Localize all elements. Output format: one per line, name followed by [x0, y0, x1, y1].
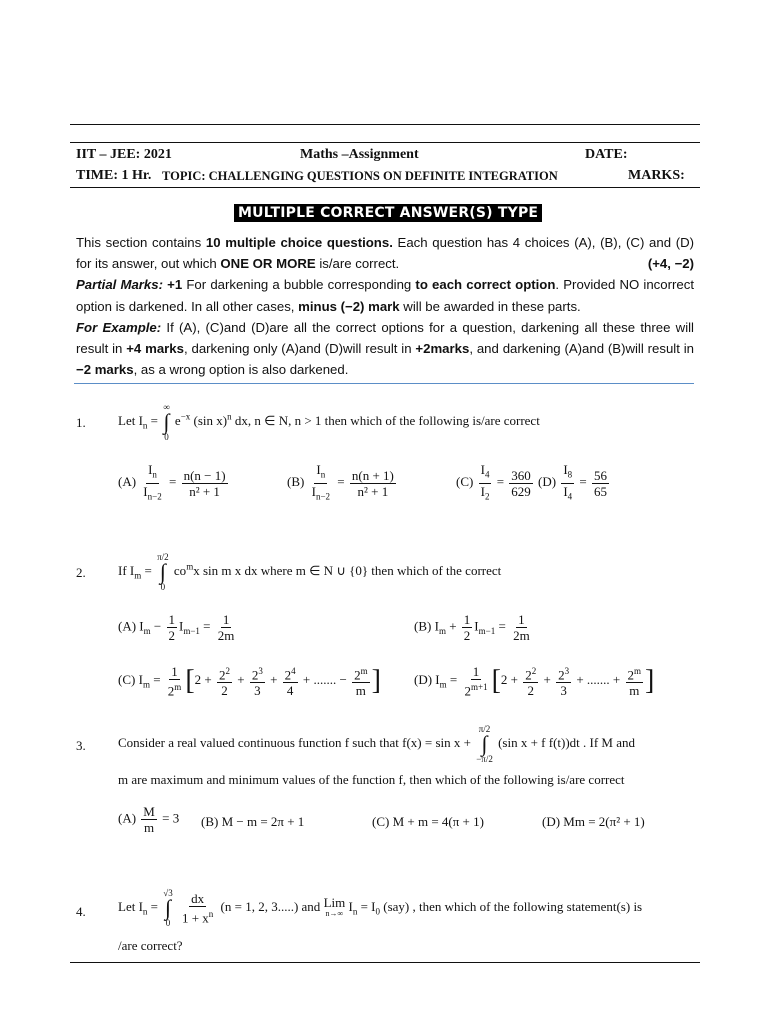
q1-c-den: 629: [511, 483, 531, 499]
q2-lead: If I: [118, 562, 135, 578]
top-rule: [70, 124, 700, 125]
example-marks-2: +2marks: [415, 341, 470, 357]
example-text: If (: [161, 319, 184, 335]
integral-sign: π/2 ∫ 0: [157, 552, 169, 592]
example-text-2: A), (C)and (D)are all the correct options for a question, darkening all these three will result in: [76, 319, 694, 357]
q2-body: co: [173, 562, 187, 578]
partial-marks-paragraph: [76, 274, 694, 316]
q1-option-a-label: (A): [118, 474, 137, 490]
question-1-number: 1.: [76, 415, 86, 430]
question-4-stem: Let $I_n$ = √3 ∫ 0 $\frac{dx}{1 + x^n}$ (n = 1, 2, 3.....) and Lim n→∞ $I_n = I_0$ (say) , then which of the following statement(s) is: [118, 888, 643, 928]
subject-label: Maths –Assignment: [300, 147, 419, 162]
q3-option-b: (B) M − m = 2π + 1: [201, 814, 305, 829]
q3-option-a-label: (A): [118, 810, 137, 826]
example-text-5: , as a wrong option is also darkened.: [133, 362, 349, 378]
partial-label: Partial Marks:: [76, 277, 163, 293]
q3-line1: Consider a real valued continuous function f such that: [118, 734, 399, 750]
q1-option-d-label: (D): [538, 474, 557, 490]
q1-d-num: 56: [594, 467, 608, 483]
q3-expr: f(x) = sin x +: [402, 734, 471, 750]
q1-b-den: n² + 1: [357, 483, 389, 499]
q1-lead: Let I: [118, 412, 143, 428]
example-text-4: , and darkening (A)and (B)will result in: [469, 341, 695, 357]
question-3-number: 3.: [76, 738, 86, 753]
topic-label: TOPIC: CHALLENGING QUESTIONS ON DEFINITE INTEGRATION: [162, 169, 558, 183]
q1-option-b-label: (B): [287, 474, 305, 490]
header-rule-2: [70, 187, 700, 188]
q2-option-b-label: (B): [414, 618, 432, 634]
example-marks-1: +4 marks: [126, 341, 184, 357]
q2-rest: x sin m x dx where m ∈ N ∪ {0} then which of the correct: [193, 562, 502, 578]
header-rule-1: [70, 142, 700, 143]
intro-paragraph: [76, 232, 694, 274]
partial-emphasis: to each correct option: [415, 277, 556, 293]
question-1-stem: Let $I_n$ = ∞ ∫ 0 $e^{-x}$ (sin x)$^n$ dx, n ∈ N, n > 1 then which of the following is/are correct: [118, 402, 540, 442]
section-title: MULTIPLE CORRECT ANSWER(S) TYPE: [234, 204, 542, 222]
q2-option-b: (B) $I_m$ + $\frac{1}{2}$ $I_{m-1}$ = $\frac{1}{2m}$: [414, 612, 530, 643]
q2-option-a-label: (A): [118, 618, 137, 634]
partial-minus: minus (−2) mark: [298, 298, 400, 314]
integral-sign: √3 ∫ 0: [163, 888, 173, 928]
q4-mid: (n = 1, 2, 3.....) and: [220, 898, 321, 914]
intro-text-2: Each question has 4 choices (A), (B), (C) and (D) for its answer, out which: [76, 235, 695, 272]
limit-operator: [324, 897, 346, 919]
intro-text: This section contains: [76, 235, 206, 250]
q4-lim-rest: I: [348, 898, 353, 914]
q3-option-d: (D) Mm = 2(π² + 1): [542, 814, 645, 829]
q4-lim: Lim: [323, 895, 346, 910]
bottom-rule: [70, 962, 700, 963]
q3-a-val: = 3: [162, 810, 180, 826]
marking-scheme: (+4, −2): [647, 256, 694, 272]
q2-c-end: + ....... −: [302, 672, 347, 688]
q1-a-den: n² + 1: [189, 483, 220, 499]
q2-option-a: (A) $I_m$ − $\frac{1}{2}$ $I_{m-1}$ = $\frac{1}{2m}$: [118, 612, 235, 643]
section-instructions: [76, 232, 694, 380]
q2-option-d-label: (D): [414, 672, 433, 688]
example-paragraph: [76, 317, 694, 381]
q4-lim-eq: = I: [360, 898, 376, 914]
q4-lim-say: (say): [383, 898, 410, 914]
q4-line2: /are correct?: [118, 938, 183, 953]
time-label: TIME: 1 Hr.: [76, 168, 152, 183]
exam-label: IIT – JEE: 2021: [76, 147, 172, 162]
q2-option-c-label: (C): [118, 672, 136, 688]
integral-sign: π/2 ∫ −π/2: [476, 724, 493, 764]
q3-expr2: (sin x + f f(t))dt . If M and: [498, 734, 636, 750]
q1-integrand: e: [174, 412, 181, 428]
q2-d-series: 2 +: [500, 672, 522, 688]
q1-a-num: n(n − 1): [183, 467, 226, 483]
section-divider: [74, 383, 694, 384]
partial-text-3: will be awarded in these parts.: [399, 298, 581, 314]
intro-text-3: is/are correct.: [315, 256, 400, 272]
intro-count: 10 multiple choice questions.: [205, 235, 393, 250]
q4-lim-sub: n→∞: [325, 909, 344, 918]
q2-d-end: + ....... +: [576, 672, 621, 688]
q1-sin: (sin x): [193, 412, 228, 428]
q4-lead: Let I: [118, 898, 143, 914]
question-2-stem: If $I_m$ = π/2 ∫ 0 $co^mx$ sin m x dx where m ∈ N ∪ {0} then which of the correct: [118, 552, 502, 592]
partial-plus: +1: [163, 277, 183, 293]
q1-option-b: (B) $\frac{I_n}{I_{n-2}}$ = $\frac{n(n + 1)}{\text{n² + 1}}$: [287, 462, 394, 502]
integral-sign: ∞ ∫ 0: [163, 402, 170, 442]
q1-option-a: (A) $\frac{I_n}{I_{n-2}}$ = $\frac{n(n - 1)}{\text{n² + 1}}$: [118, 462, 226, 502]
q3-line2: m are maximum and minimum values of the function f, then which of the following is/are correct: [118, 772, 625, 787]
partial-text-2: . Provided NO incorrect option is darkened. In all other cases,: [76, 277, 694, 314]
q1-option-c-label: (C): [456, 474, 474, 490]
q1-d-den: 65: [594, 483, 608, 499]
example-marks-3: −2 marks: [76, 362, 134, 378]
intro-emphasis: ONE OR MORE: [220, 256, 316, 272]
q1-b-num: n(n + 1): [351, 467, 394, 483]
q1-option-c-d: (C) $\frac{I_4}{I_2}$ = $\frac{360}{629}$ (D) $\frac{I_8}{I_4}$ = $\frac{56}{65}$: [456, 462, 608, 502]
q2-option-c: (C) $I_m$ = $\frac{1}{2^m}$ [2 + $\frac{2^2}{2}$ + $\frac{2^3}{3}$ + $\frac{2^4}{4}$ + ....... − $\frac{2^m}{m}$ ]: [118, 664, 381, 699]
date-label: DATE:: [585, 147, 628, 162]
q4-tail: , then which of the following statement(s) is: [412, 898, 643, 914]
q2-c-series: 2 +: [194, 672, 215, 688]
example-label: For Example:: [76, 319, 162, 335]
q3-option-a: (A) $\frac{M}{m}$ = 3: [118, 804, 180, 835]
q2-option-d: (D) $I_m$ = $\frac{1}{2^{m+1}}$ [2 + $\frac{2^2}{2}$ + $\frac{2^3}{3}$ + ....... + $\frac{2^m}{m}$ ]: [414, 664, 655, 699]
q1-tail: dx, n ∈ N, n > 1 then which of the following is/are correct: [234, 412, 540, 428]
marks-label: MARKS:: [628, 168, 685, 183]
partial-text: For darkening a bubble corresponding: [182, 277, 416, 293]
example-text-3: , darkening only (A)and (D)will result in: [183, 341, 416, 357]
q3-option-c: (C) M + m = 4(π + 1): [372, 814, 484, 829]
question-4-number: 4.: [76, 904, 86, 919]
question-2-number: 2.: [76, 565, 86, 580]
q1-c-num: 360: [511, 467, 531, 483]
question-3-stem: [118, 724, 635, 764]
